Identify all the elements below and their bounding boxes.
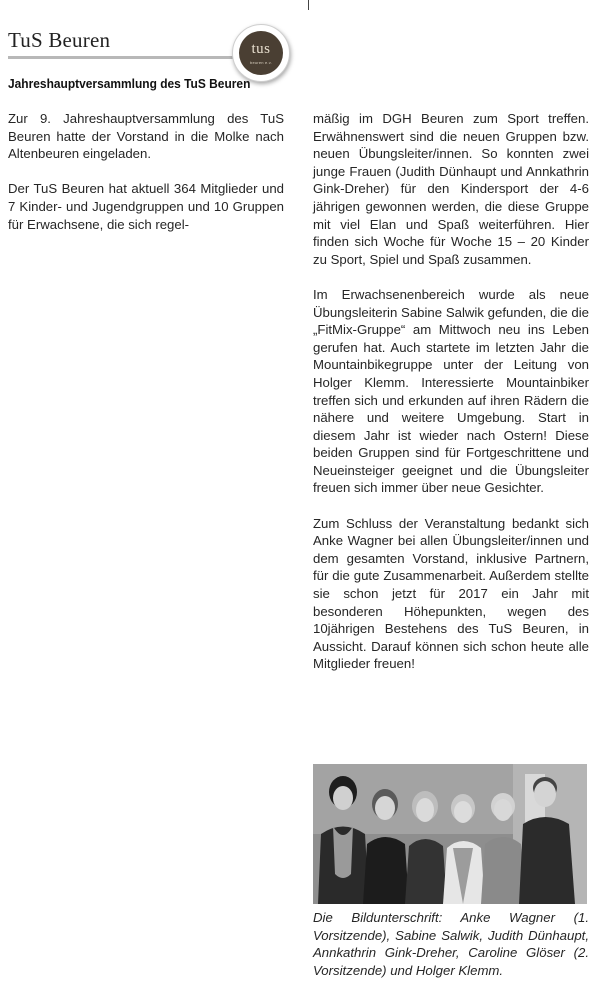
section-name: TuS Beuren (8, 28, 111, 52)
article-column-left (8, 110, 284, 251)
club-logo-subtext: beuren e.v. (250, 60, 272, 65)
club-logo-text: tus (251, 41, 271, 57)
group-photo (313, 764, 587, 904)
paragraph: Im Erwachsenenbereich wurde als neue Übungsleiterin Sabine Salwik gefunden, die die „FitMix-Gruppe“ am Mittwoch neu ins Leben gerufen hat. Auch startete im letzten Jahr die Mountainbikegruppe unter der Leitung von Holger Klemm. Interessierte Mountainbiker treffen sich und erkunden auf ihren Rädern die nähere und weitere Umgebung. Start in diesem Jahr ist wieder nach Ostern! Diese beiden Gruppen sind für Fortgeschrittene und Neueinsteiger geeignet und die Übungsleiter freuen sich immer über neue Gesichter. (313, 286, 589, 496)
paragraph: Zur 9. Jahreshauptversammlung des TuS Beuren hatte der Vorstand in die Molke nach Altenbeuren eingeladen. (8, 111, 284, 162)
paragraph: mäßig im DGH Beuren zum Sport treffen. Erwähnenswert sind die neuen Gruppen bzw. neuen Übungsleiter/innen. So konnten zwei junge Frauen (Judith Dünhaupt und Annkathrin Gink-Dreher) für den Kindersport der 4-6 jährigen gewonnen werden, die diese Gruppe mit viel Elan und Spaß weiterführen. Hier finden sich Woche für Woche 15 – 20 Kinder zu Sport, Spiel und Spaß zusammen. (313, 111, 589, 267)
club-logo-badge (239, 31, 283, 75)
photo-caption: Die Bildunterschrift: Anke Wagner (1. Vorsitzende), Sabine Salwik, Judith Dünhaupt, Annkathrin Gink-Dreher, Caroline Glöser (2. Vorsitzende) und Holger Klemm. (313, 910, 589, 978)
group-photo-image (313, 764, 587, 904)
paragraph: Der TuS Beuren hat aktuell 364 Mitglieder und 7 Kinder- und Jugendgruppen und 10 Gruppen für Erwachsene, die sich regel- (8, 181, 284, 232)
article-column-right (313, 110, 589, 691)
club-logo (232, 24, 290, 82)
article-title: Jahreshauptversammlung des TuS Beuren (8, 76, 251, 91)
paragraph: Zum Schluss der Veranstaltung bedankt sich Anke Wagner bei allen Übungsleiter/innen und dem gesamten Vorstand, inklusive Partnern, für die gute Zusammenarbeit. Außerdem stellte sie schon jetzt für 2017 ein Jahr mit besonderen Höhepunkten, wegen des 10jährigen Bestehens des TuS Beuren, in Aussicht. Darauf können sich schon heute alle Mitglieder freuen! (313, 515, 589, 672)
column-marker (308, 0, 309, 10)
section-header (8, 22, 284, 65)
